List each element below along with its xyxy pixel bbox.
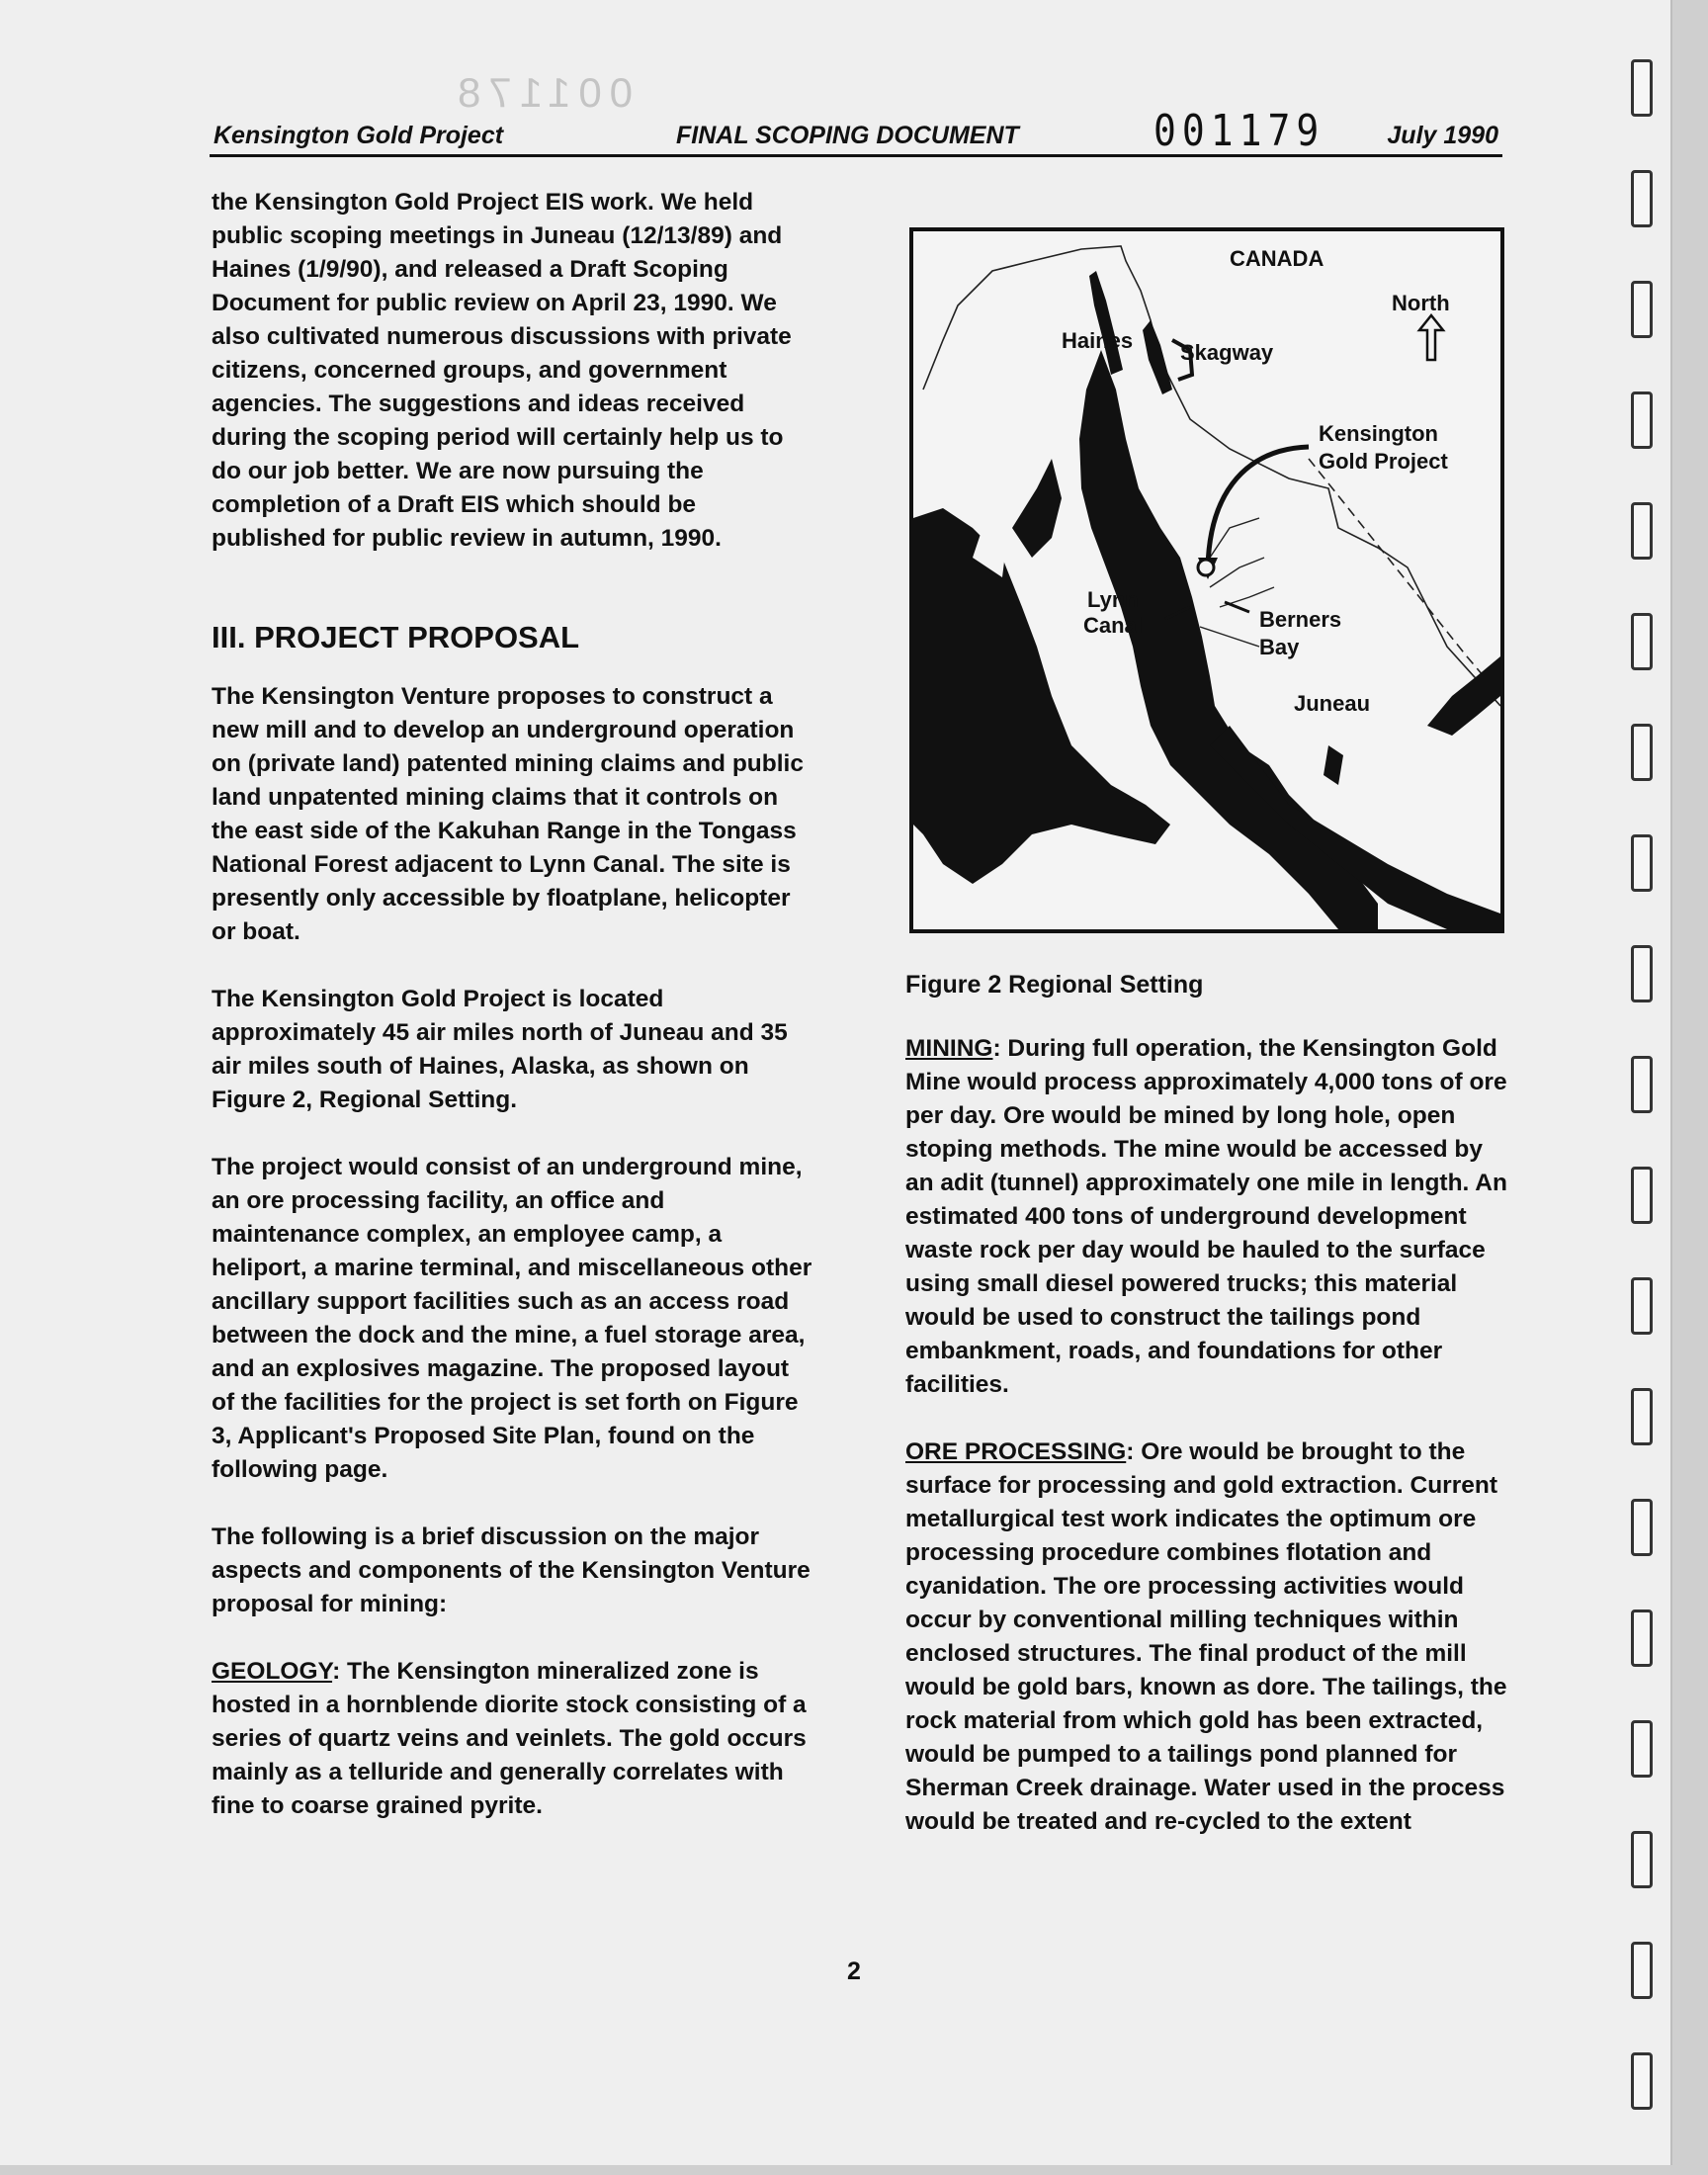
binding-ring — [1631, 1831, 1653, 1888]
map-label-lynn: Lynn — [1087, 587, 1139, 612]
header-project-title: Kensington Gold Project — [214, 122, 504, 149]
mining-text: : During full operation, the Kensington Gold Mine would process approximately 4,000 tons of ore per day. Ore would be mined by long hole, open stoping methods. The mine would be accessed by an adit (tunnel) approximately one mile in length. An estimated 400 tons of underground development waste rock per day would be hauled to the surface using small diesel powered trucks; this material would be used to construct the tailings pond embankment, roads, and foundations for other facilities. — [905, 1035, 1507, 1398]
right-column — [905, 1032, 1508, 1839]
geology-paragraph — [212, 1655, 814, 1823]
binding-ring — [1631, 1720, 1653, 1778]
taku-inlet — [1427, 656, 1500, 736]
binding-ring — [1631, 834, 1653, 892]
ore-processing-paragraph — [905, 1436, 1508, 1839]
binding-ring — [1631, 392, 1653, 449]
location-paragraph: The Kensington Gold Project is located approximately 45 air miles north of Juneau and 35 air miles south of Haines, Alaska, as shown on Figure 2, Regional Setting. — [212, 986, 788, 1113]
figure-caption: Figure 2 Regional Setting — [905, 971, 1204, 999]
north-arrow-icon — [1419, 315, 1443, 360]
section-heading: III. PROJECT PROPOSAL — [212, 620, 580, 654]
taiya-inlet-water — [1143, 320, 1172, 394]
discussion-intro-paragraph: The following is a brief discussion on the major aspects and components of the Kensington Venture proposal for mining: — [212, 1523, 811, 1617]
map-label-north: North — [1392, 291, 1450, 315]
binding-ring — [1631, 1388, 1653, 1445]
header-page-stamp: 001179 — [1153, 105, 1325, 156]
kensington-site-marker — [1198, 560, 1214, 575]
geology-label: GEOLOGY — [212, 1658, 333, 1685]
ore-processing-label: ORE PROCESSING — [905, 1438, 1127, 1465]
juneau-marker — [1324, 745, 1343, 785]
binding-ring — [1631, 1942, 1653, 1999]
header-document-title: FINAL SCOPING DOCUMENT — [676, 122, 1019, 149]
spiral-binding — [1631, 0, 1670, 2175]
proposal-paragraph: The Kensington Venture proposes to construct a new mill and to develop an underground operation on (private land) patented mining claims and public land unpatented mining claims that it controls on the east side of the Kakuhan Range in the Tongass National Forest adjacent to Lynn Canal. The site is presently only accessible by floatplane, helicopter or boat. — [212, 683, 804, 945]
header-date: July 1990 — [1387, 122, 1498, 149]
binding-ring — [1631, 170, 1653, 227]
intro-paragraph: the Kensington Gold Project EIS work. We held public scoping meetings in Juneau (12/13/89) and Haines (1/9/90), and released a Draft Scoping Document for public review on April 23, 1990. We also cultivated numerous discussions with private citizens, concerned groups, and government agencies. The suggestions and ideas received during the scoping period will certainly help us to do our job better. We are now pursuing the completion of a Draft EIS which should be published for public review in autumn, 1990. — [212, 189, 792, 552]
page-number: 2 — [847, 1958, 861, 1985]
binding-ring — [1631, 1499, 1653, 1556]
binding-ring — [1631, 502, 1653, 560]
bleed-through-text: 001178 — [450, 69, 634, 116]
binding-ring — [1631, 1056, 1653, 1113]
dashed-boundary — [1309, 459, 1500, 696]
geology-text: : The Kensington mineralized zone is hosted in a hornblende diorite stock consisting of a series of quartz veins and veinlets. The gold occurs mainly as a telluride and generally correlates with fine to coarse grained pyrite. — [212, 1658, 807, 1819]
map-label-gold-project: Gold Project — [1319, 449, 1448, 474]
map-label-haines: Haines — [1062, 328, 1134, 353]
map-label-berners: Berners — [1259, 607, 1342, 632]
map-label-canada: CANADA — [1230, 246, 1324, 271]
mining-label: MINING — [905, 1035, 993, 1062]
map-label-kensington: Kensington — [1319, 421, 1438, 446]
mining-paragraph — [905, 1032, 1508, 1402]
west-inlet-water — [1012, 459, 1062, 558]
map-label-skagway: Skagway — [1180, 340, 1274, 365]
left-column — [212, 186, 814, 1823]
map-label-juneau: Juneau — [1294, 691, 1371, 716]
facilities-paragraph: The project would consist of an underground mine, an ore processing facility, an office and maintenance complex, an employee camp, a heliport, a marine terminal, and miscellaneous other ancillary support facilities such as an access road between the dock and the mine, a fuel storage area, and an explosives magazine. The proposed layout of the facilities for the project is set forth on Figure 3, Applicant's Proposed Site Plan, found on the following page. — [212, 1154, 812, 1483]
binding-ring — [1631, 281, 1653, 338]
binding-ring — [1631, 1167, 1653, 1224]
binding-ring — [1631, 945, 1653, 1002]
kensington-arrow — [1208, 447, 1309, 567]
map-graphic — [913, 231, 1500, 929]
binding-ring — [1631, 2052, 1653, 2110]
map-label-canal: Canal — [1083, 613, 1143, 638]
page-header — [210, 105, 1502, 157]
binding-ring — [1631, 1610, 1653, 1667]
map-label-bay: Bay — [1259, 635, 1300, 659]
regional-setting-map — [909, 227, 1504, 933]
binding-ring — [1631, 59, 1653, 117]
binding-ring — [1631, 724, 1653, 781]
binding-ring — [1631, 1277, 1653, 1335]
binding-ring — [1631, 613, 1653, 670]
ore-processing-text: : Ore would be brought to the surface for processing and gold extraction. Current metallurgical test work indicates the optimum ore processing procedure combines flotation and cyanidation. The ore processing activities would occur by conventional milling techniques within enclosed structures. The final product of the mill would be gold bars, known as dore. The tailings, the rock material from which gold has been extracted, would be pumped to a tailings pond planned for Sherman Creek drainage. Water used in the process would be treated and re-cycled to the extent — [905, 1438, 1507, 1835]
upper-inlet-water — [1089, 271, 1123, 375]
